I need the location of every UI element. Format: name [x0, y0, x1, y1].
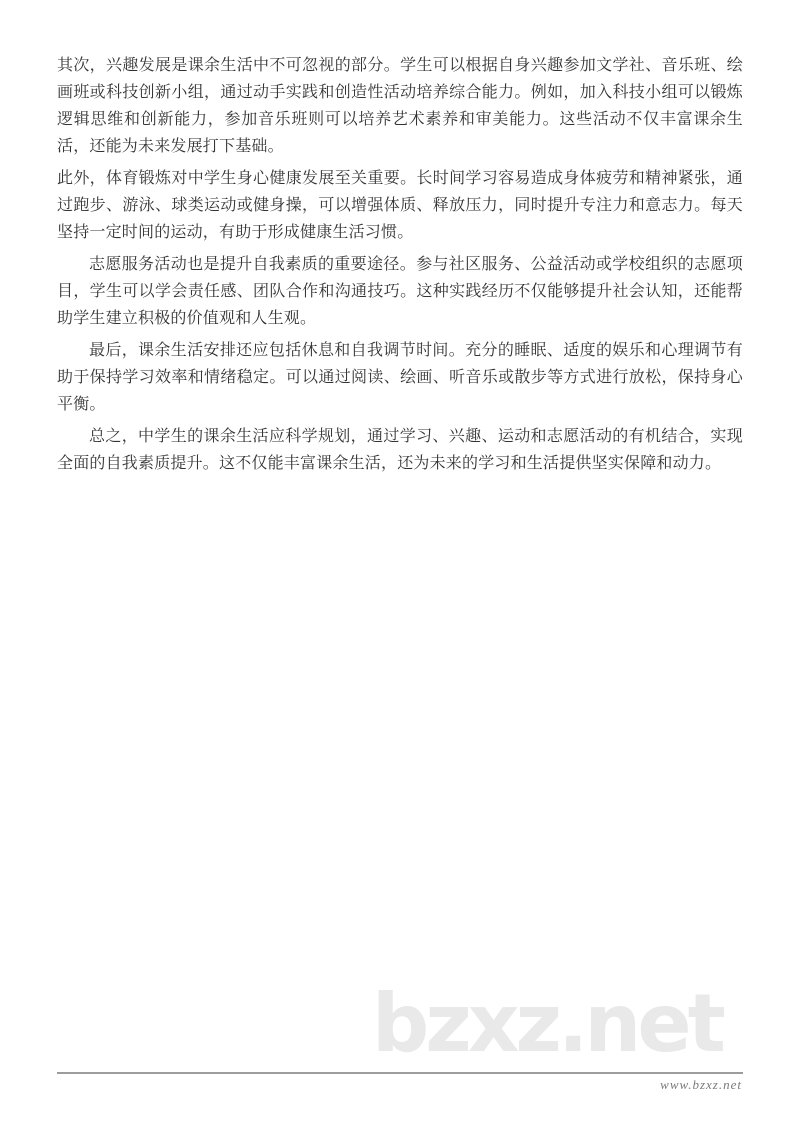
paragraph: 志愿服务活动也是提升自我素质的重要途径。参与社区服务、公益活动或学校组织的志愿项目，学生可以学会责任感、团队合作和沟通技巧。这种实践经历不仅能够提升社会认知，还能帮助学生建立积极的价值观和人生观。 — [57, 256, 743, 327]
paragraph: 其次，兴趣发展是课余生活中不可忽视的部分。学生可以根据自身兴趣参加文学社、音乐班、绘画班或科技创新小组，通过动手实践和创造性活动培养综合能力。例如，加入科技小组可以锻炼逻辑思维和创新能力，参加音乐班则可以培养艺术素养和审美能力。这些活动不仅丰富课余生活，还能为未来发展打下基础。 — [57, 57, 743, 155]
footer-divider — [57, 1072, 743, 1074]
watermark: bzxz.net — [372, 977, 722, 1070]
footer-url: www.bzxz.net — [660, 1077, 742, 1092]
paragraph: 最后，课余生活安排还应包括休息和自我调节时间。充分的睡眠、适度的娱乐和心理调节有助于保持学习效率和情绪稳定。可以通过阅读、绘画、听音乐或散步等方式进行放松，保持身心平衡。 — [57, 342, 743, 413]
paragraph: 此外，体育锻炼对中学生身心健康发展至关重要。长时间学习容易造成身体疲劳和精神紧张，通过跑步、游泳、球类运动或健身操，可以增强体质、释放压力，同时提升专注力和意志力。每天坚持一定时间的运动，有助于形成健康生活习惯。 — [57, 170, 743, 241]
paragraph: 总之，中学生的课余生活应科学规划，通过学习、兴趣、运动和志愿活动的有机结合，实现全面的自我素质提升。这不仅能丰富课余生活，还为未来的学习和生活提供坚实保障和动力。 — [57, 428, 743, 472]
document-body — [57, 52, 743, 482]
